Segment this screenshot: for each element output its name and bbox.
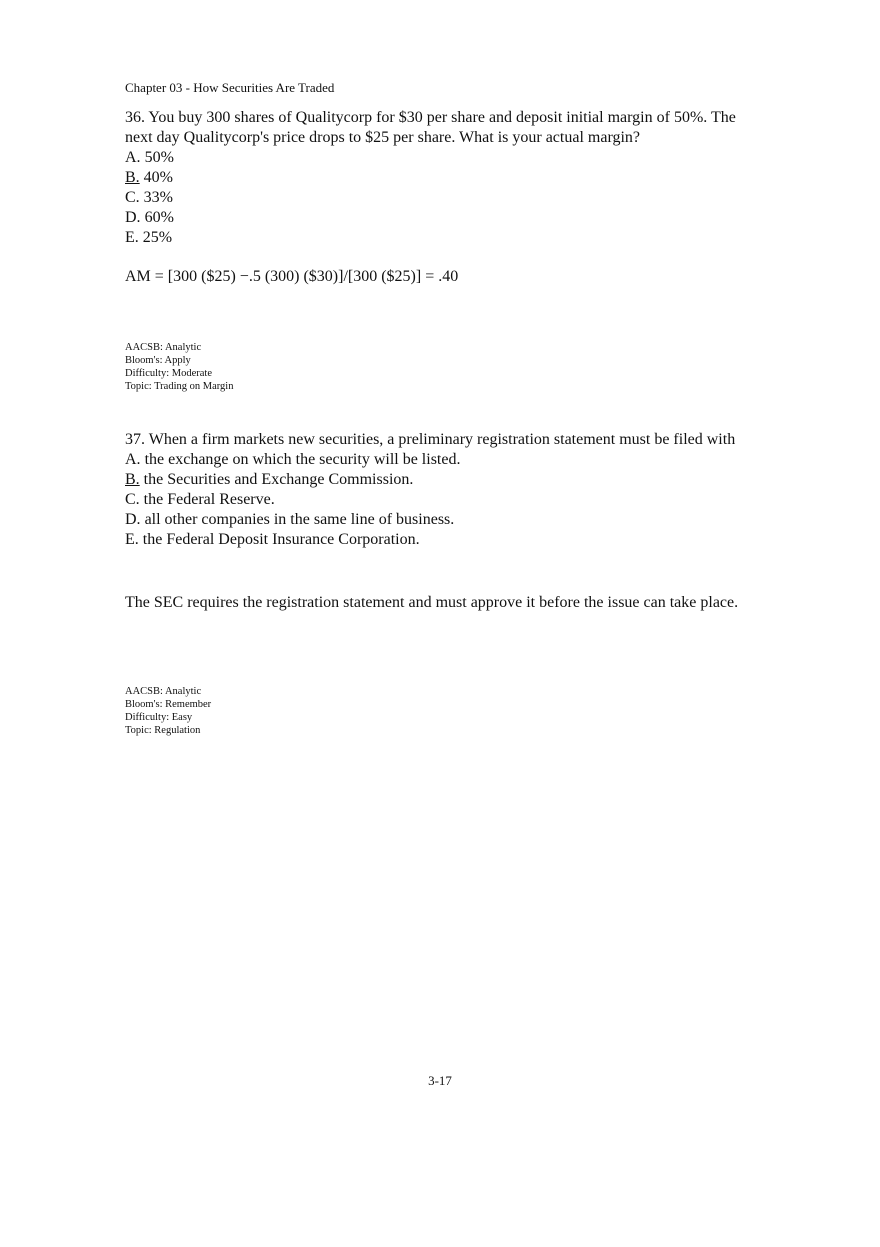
option-text: 40% (139, 169, 173, 186)
option-a (125, 450, 765, 470)
aacsb-tag: AACSB: Analytic (125, 686, 202, 697)
blooms-tag: Bloom's: Apply (125, 355, 191, 366)
option-text: the Securities and Exchange Commission. (139, 471, 414, 488)
option-c (125, 188, 765, 208)
chapter-header: Chapter 03 - How Securities Are Traded (125, 80, 335, 95)
topic-tag: Topic: Trading on Margin (125, 381, 234, 392)
question-metadata (125, 341, 233, 393)
difficulty-tag: Difficulty: Easy (125, 712, 193, 723)
option-letter: C. (125, 189, 140, 206)
answer-options (125, 148, 765, 248)
option-letter: E. (125, 229, 139, 246)
page-number: 3-17 (428, 1073, 452, 1088)
option-letter: D. (125, 511, 141, 528)
difficulty-tag: Difficulty: Moderate (125, 368, 212, 379)
aacsb-tag: AACSB: Analytic (125, 342, 202, 353)
option-letter-correct: B. (125, 471, 140, 488)
option-text: the Federal Reserve. (139, 491, 275, 508)
option-letter: D. (125, 209, 141, 226)
option-d (125, 208, 765, 228)
question-37 (125, 430, 765, 550)
option-b-correct (125, 470, 765, 490)
option-a (125, 148, 765, 168)
option-text: 25% (138, 229, 173, 246)
option-letter-correct: B. (125, 169, 140, 186)
option-text: 60% (140, 209, 174, 226)
option-letter: A. (125, 451, 141, 468)
option-e (125, 228, 765, 248)
option-text: the exchange on which the security will be listed. (140, 451, 461, 468)
blooms-tag: Bloom's: Remember (125, 699, 212, 710)
answer-explanation: AM = [300 ($25) −.5 (300) ($30)]/[300 ($25)] = .40 (125, 268, 459, 285)
option-letter: C. (125, 491, 140, 508)
option-letter: A. (125, 149, 141, 166)
question-stem: 36. You buy 300 shares of Qualitycorp for $30 per share and deposit initial margin of 50%. The next day Qualitycorp's price drops to $25 per share. What is your actual margin? (125, 109, 736, 146)
answer-explanation: The SEC requires the registration statement and must approve it before the issue can take place. (125, 594, 739, 611)
question-36 (125, 108, 765, 248)
option-text: all other companies in the same line of business. (140, 511, 455, 528)
option-text: 33% (139, 189, 173, 206)
question-stem: 37. When a firm markets new securities, a preliminary registration statement must be filed with (125, 431, 736, 448)
option-text: the Federal Deposit Insurance Corporation. (138, 531, 420, 548)
option-c (125, 490, 765, 510)
answer-options (125, 450, 765, 550)
option-letter: E. (125, 531, 139, 548)
question-metadata (125, 685, 211, 737)
option-b-correct (125, 168, 765, 188)
option-text: 50% (140, 149, 174, 166)
option-e (125, 530, 765, 550)
option-d (125, 510, 765, 530)
topic-tag: Topic: Regulation (125, 725, 201, 736)
